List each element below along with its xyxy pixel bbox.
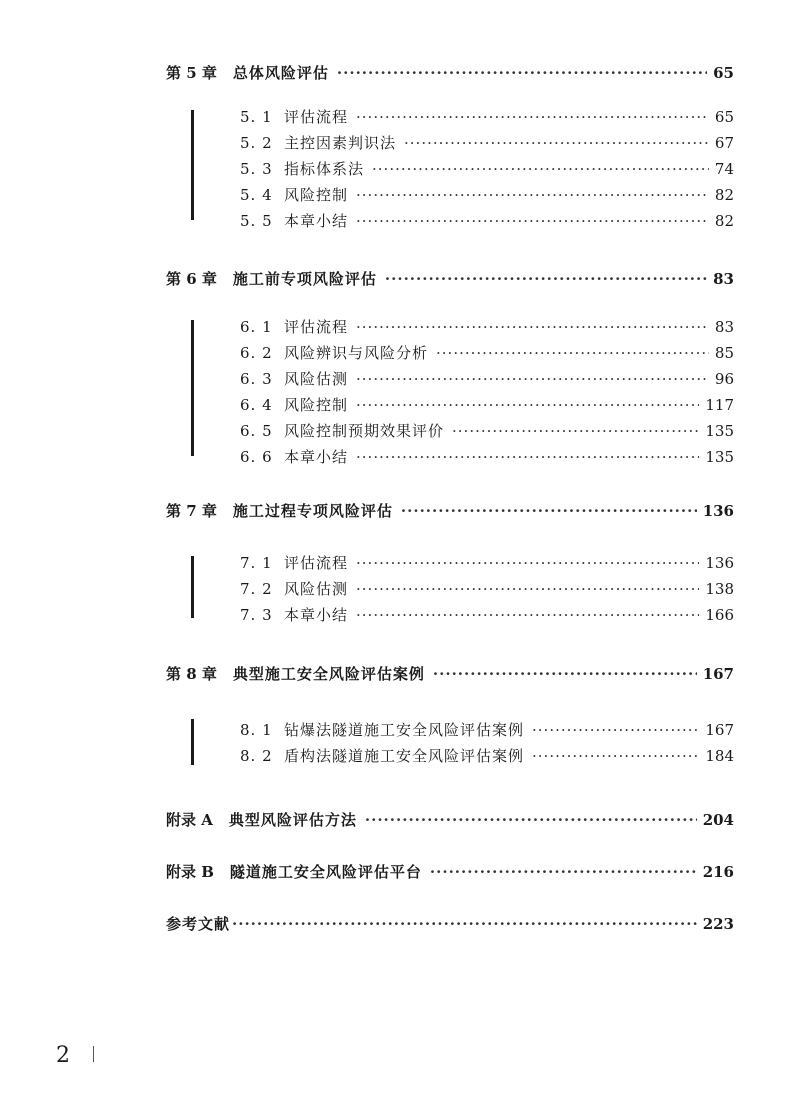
dot-leader <box>232 915 697 933</box>
dot-leader <box>356 554 699 572</box>
dot-leader <box>356 212 709 230</box>
toc-section-6-2[interactable] <box>240 342 734 363</box>
toc-section-5-5[interactable] <box>240 210 734 231</box>
section-title: 风险估测 <box>284 580 349 598</box>
section-title: 风险估测 <box>284 370 349 388</box>
dot-leader <box>430 863 697 881</box>
page-number: 82 <box>714 212 734 230</box>
page-number: 65 <box>713 64 734 82</box>
section-number: 5. 2 <box>240 134 273 152</box>
section-number: 6. 1 <box>240 318 273 336</box>
toc-section-6-5[interactable] <box>240 420 734 441</box>
dot-leader <box>404 134 709 152</box>
dot-leader <box>452 422 699 440</box>
toc-section-5-3[interactable] <box>240 158 734 179</box>
section-number: 5. 5 <box>240 212 273 230</box>
page-number: 138 <box>705 580 734 598</box>
page-number: 216 <box>702 863 734 881</box>
toc-section-7-1[interactable] <box>240 552 734 573</box>
section-group-bar <box>191 556 194 618</box>
toc-section-6-3[interactable] <box>240 368 734 389</box>
section-number: 6. 4 <box>240 396 273 414</box>
section-number: 7. 3 <box>240 606 273 624</box>
page-number: 166 <box>705 606 734 624</box>
dot-leader <box>356 318 709 336</box>
section-number: 6. 5 <box>240 422 273 440</box>
toc-chapter-5[interactable] <box>166 62 734 83</box>
section-title: 风险控制 <box>284 186 349 204</box>
section-number: 8. 1 <box>240 721 273 739</box>
section-title: 本章小结 <box>284 448 349 466</box>
toc-section-6-4[interactable] <box>240 394 734 415</box>
dot-leader <box>433 665 697 683</box>
section-number: 6. 2 <box>240 344 273 362</box>
page-number: 74 <box>714 160 734 178</box>
chapter-number: 第 8 章 <box>166 665 217 683</box>
section-title: 评估流程 <box>284 318 349 336</box>
folio-page-number: 2 <box>56 1043 70 1068</box>
section-number: 5. 4 <box>240 186 273 204</box>
dot-leader <box>356 186 709 204</box>
section-group-bar <box>191 320 194 456</box>
section-title: 风险辨识与风险分析 <box>284 344 429 362</box>
page-number: 82 <box>714 186 734 204</box>
section-title: 盾构法隧道施工安全风险评估案例 <box>284 747 525 765</box>
page-number: 83 <box>714 318 734 336</box>
section-number: 7. 2 <box>240 580 273 598</box>
dot-leader <box>401 502 697 520</box>
appendix-number: 附录 A <box>166 811 213 829</box>
dot-leader <box>356 580 699 598</box>
dot-leader <box>337 64 707 82</box>
dot-leader <box>532 747 699 765</box>
toc-section-7-3[interactable] <box>240 604 734 625</box>
section-title: 风险控制预期效果评价 <box>284 422 445 440</box>
section-group-bar <box>191 719 194 765</box>
toc-chapter-8[interactable] <box>166 663 734 684</box>
page-number: 135 <box>705 448 734 466</box>
chapter-title: 施工过程专项风险评估 <box>232 502 393 520</box>
appendix-number: 附录 B <box>166 863 214 881</box>
toc-section-5-2[interactable] <box>240 132 734 153</box>
dot-leader <box>372 160 709 178</box>
page-number: 136 <box>705 554 734 572</box>
toc-section-6-1[interactable] <box>240 316 734 337</box>
dot-leader <box>365 811 697 829</box>
section-title: 评估流程 <box>284 554 349 572</box>
chapter-number: 第 6 章 <box>166 270 217 288</box>
chapter-title: 施工前专项风险评估 <box>232 270 377 288</box>
page-number: 184 <box>705 747 734 765</box>
appendix-title: 典型风险评估方法 <box>228 811 357 829</box>
page-number: 167 <box>705 721 734 739</box>
dot-leader <box>385 270 707 288</box>
section-title: 主控因素判识法 <box>284 134 397 152</box>
section-group-bar <box>191 110 194 220</box>
chapter-title: 总体风险评估 <box>232 64 329 82</box>
toc-section-5-4[interactable] <box>240 184 734 205</box>
dot-leader <box>356 448 699 466</box>
page-number: 65 <box>714 108 734 126</box>
section-number: 8. 2 <box>240 747 273 765</box>
toc-appendix-a[interactable] <box>166 809 734 830</box>
section-number: 5. 3 <box>240 160 273 178</box>
page-number: 117 <box>705 396 734 414</box>
dot-leader <box>356 606 699 624</box>
dot-leader <box>356 108 709 126</box>
section-number: 7. 1 <box>240 554 273 572</box>
section-title: 钻爆法隧道施工安全风险评估案例 <box>284 721 525 739</box>
toc-section-8-2[interactable] <box>240 745 734 766</box>
chapter-number: 第 5 章 <box>166 64 217 82</box>
page-number: 223 <box>702 915 734 933</box>
section-title: 本章小结 <box>284 606 349 624</box>
toc-appendix-b[interactable] <box>166 861 734 882</box>
section-title: 本章小结 <box>284 212 349 230</box>
section-title: 指标体系法 <box>284 160 365 178</box>
page-number: 135 <box>705 422 734 440</box>
section-title: 评估流程 <box>284 108 349 126</box>
chapter-number: 第 7 章 <box>166 502 217 520</box>
page-number: 67 <box>714 134 734 152</box>
folio-rule <box>93 1046 94 1062</box>
page-number: 96 <box>714 370 734 388</box>
dot-leader <box>356 370 709 388</box>
section-number: 6. 3 <box>240 370 273 388</box>
toc-section-8-1[interactable] <box>240 719 734 740</box>
chapter-title: 典型施工安全风险评估案例 <box>232 665 425 683</box>
page-number: 83 <box>713 270 734 288</box>
page-number: 85 <box>714 344 734 362</box>
dot-leader <box>436 344 709 362</box>
page-number: 136 <box>702 502 734 520</box>
dot-leader <box>356 396 699 414</box>
toc-chapter-6[interactable] <box>166 268 734 289</box>
toc-section-5-1[interactable] <box>240 106 734 127</box>
dot-leader <box>532 721 699 739</box>
section-number: 6. 6 <box>240 448 273 466</box>
page-number: 167 <box>702 665 734 683</box>
page-number: 204 <box>702 811 734 829</box>
appendix-title: 隧道施工安全风险评估平台 <box>229 863 422 881</box>
section-number: 5. 1 <box>240 108 273 126</box>
toc-section-6-6[interactable] <box>240 446 734 467</box>
toc-references[interactable] <box>166 913 734 934</box>
section-title: 风险控制 <box>284 396 349 414</box>
references-title: 参考文献 <box>166 915 231 933</box>
toc-chapter-7[interactable] <box>166 500 734 521</box>
toc-section-7-2[interactable] <box>240 578 734 599</box>
